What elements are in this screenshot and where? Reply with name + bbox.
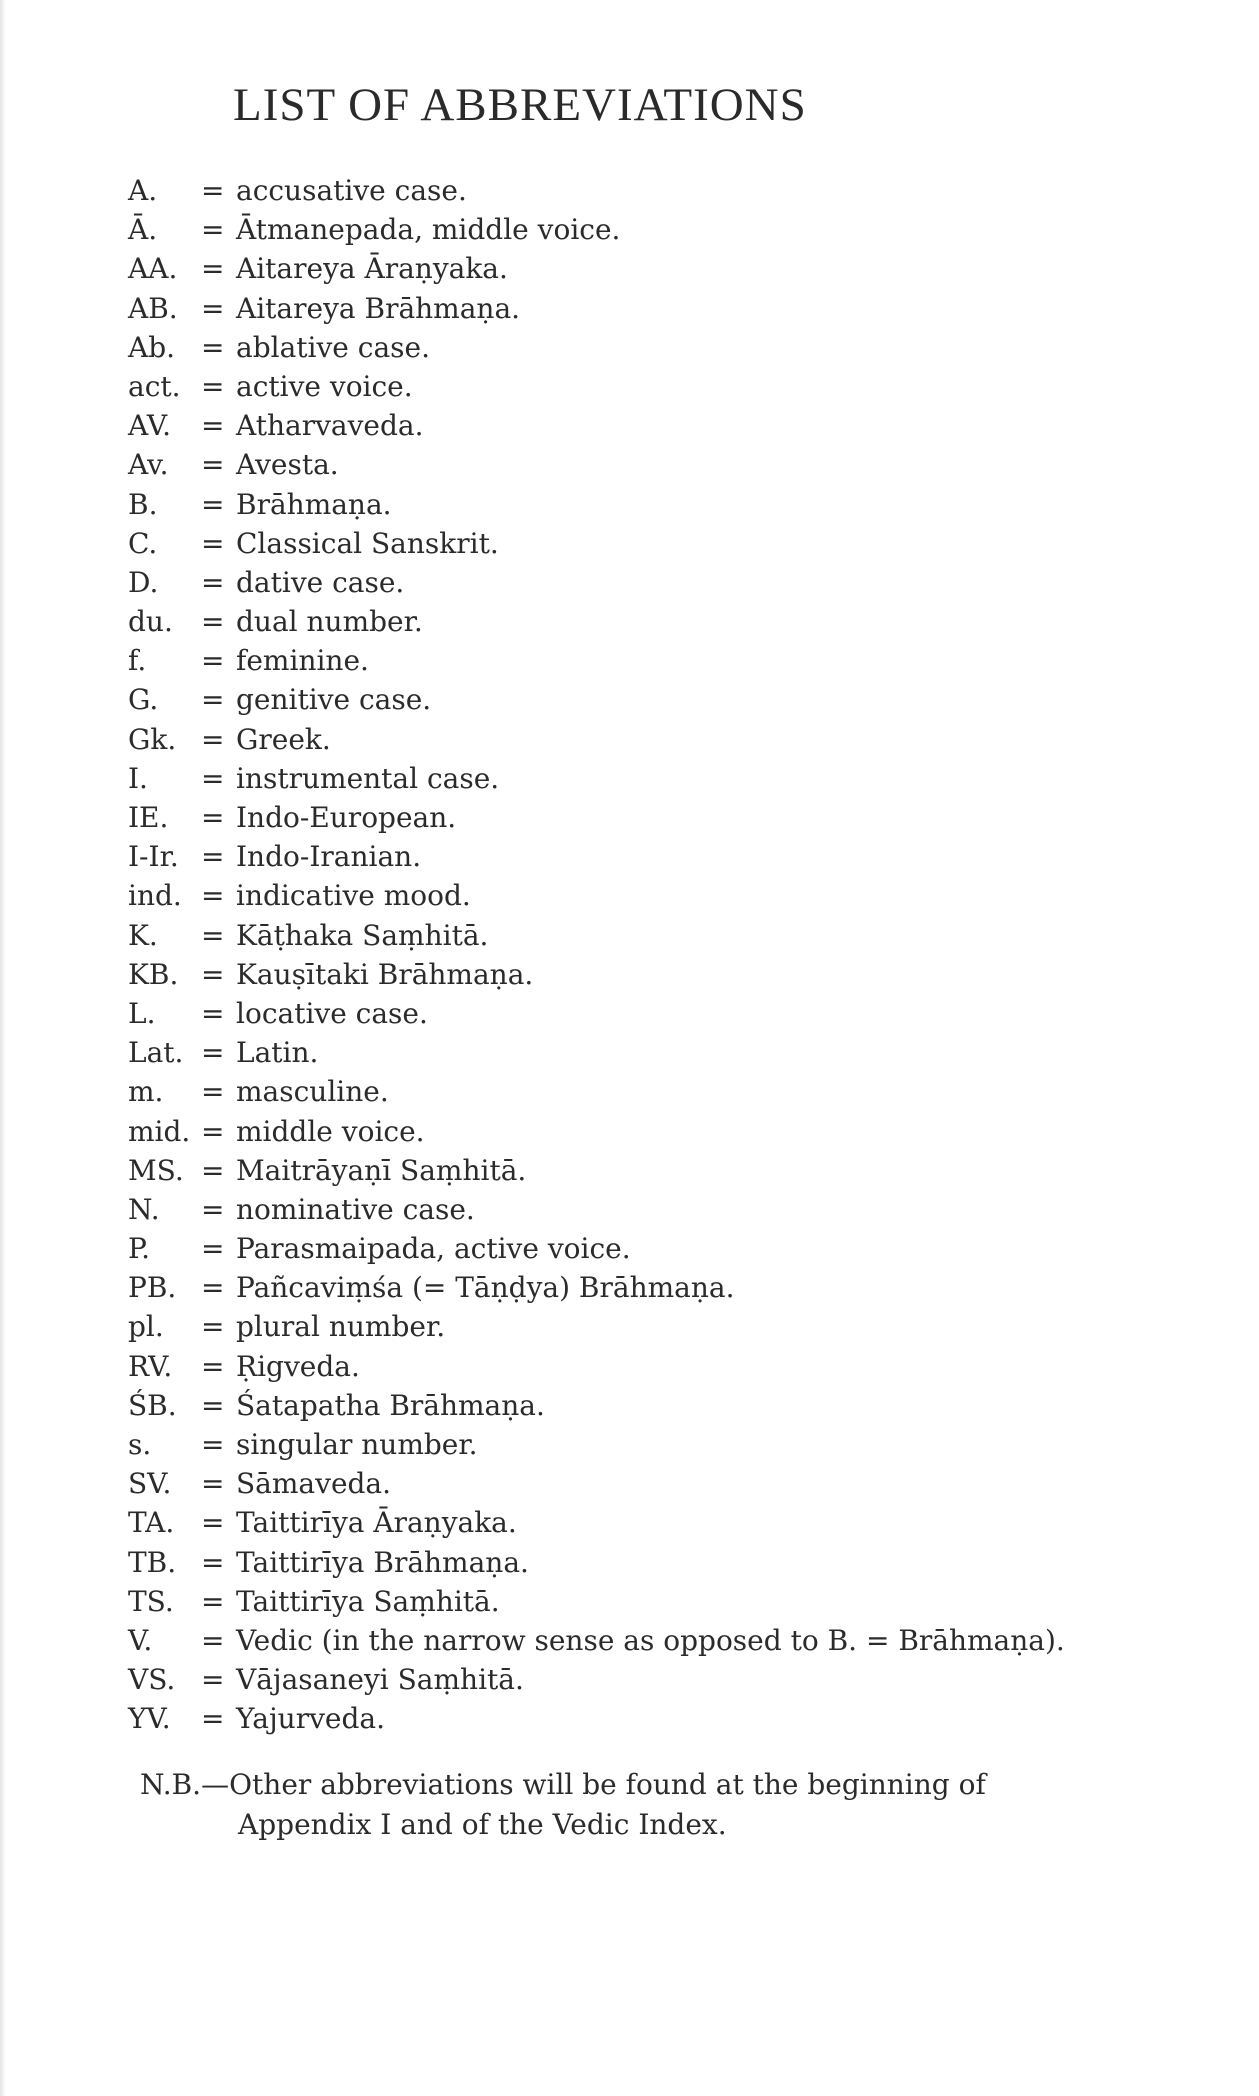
abbreviation-entry <box>128 644 1065 683</box>
abbreviation-term: AA. <box>128 252 178 286</box>
equals-sign: = <box>201 1702 225 1736</box>
abbreviation-entry <box>128 1350 1065 1389</box>
equals-sign: = <box>201 213 225 247</box>
abbreviation-entry <box>128 879 1065 918</box>
abbreviation-meaning: Aitareya Āraṇyaka. <box>236 252 508 286</box>
abbreviation-term: YV. <box>128 1702 171 1736</box>
abbreviation-meaning: Maitrāyaṇī Saṃhitā. <box>236 1153 527 1187</box>
equals-sign: = <box>201 918 225 952</box>
abbreviation-entry <box>128 683 1065 722</box>
abbreviation-meaning: Taittirīya Brāhmaṇa. <box>236 1545 529 1579</box>
abbreviation-meaning: dative case. <box>236 565 405 599</box>
equals-sign: = <box>201 1506 225 1540</box>
equals-sign: = <box>201 1310 225 1344</box>
abbreviation-meaning: accusative case. <box>236 174 467 207</box>
abbreviation-meaning: Aitareya Brāhmaṇa. <box>236 291 521 325</box>
abbreviation-term: VS. <box>128 1663 176 1697</box>
abbreviation-term: L. <box>128 996 156 1030</box>
abbreviation-entry <box>128 1506 1065 1545</box>
note-line-1: —Other abbreviations will be found at the beginning of <box>201 1768 986 1801</box>
abbreviation-term: SV. <box>128 1467 172 1501</box>
abbreviation-term: ŚB. <box>128 1388 177 1422</box>
equals-sign: = <box>201 1623 225 1657</box>
equals-sign: = <box>201 1349 225 1383</box>
equals-sign: = <box>201 1545 225 1579</box>
equals-sign: = <box>201 526 225 560</box>
abbreviation-term: f. <box>128 644 147 678</box>
abbreviation-meaning: Yajurveda. <box>236 1702 386 1736</box>
equals-sign: = <box>201 487 225 521</box>
abbreviation-term: TB. <box>128 1545 177 1579</box>
abbreviation-term: KB. <box>128 957 179 991</box>
abbreviation-meaning: Kauṣītaki Brāhmaṇa. <box>236 957 534 991</box>
abbreviation-term: s. <box>128 1428 152 1461</box>
abbreviation-entry <box>128 174 1065 213</box>
abbreviation-entry <box>128 1036 1065 1075</box>
abbreviation-entry <box>128 762 1065 801</box>
abbreviation-meaning: Avesta. <box>236 448 339 482</box>
abbreviation-entry <box>128 723 1065 762</box>
equals-sign: = <box>201 1584 225 1618</box>
abbreviation-entry <box>128 1428 1065 1467</box>
equals-sign: = <box>201 330 225 364</box>
abbreviation-entry <box>128 1467 1065 1506</box>
abbreviation-term: Lat. <box>128 1036 184 1070</box>
abbreviation-meaning: Latin. <box>236 1036 319 1070</box>
abbreviation-entry <box>128 840 1065 879</box>
abbreviation-term: mid. <box>128 1114 191 1148</box>
abbreviation-entry <box>128 1546 1065 1585</box>
equals-sign: = <box>201 1153 225 1187</box>
abbreviation-meaning: active voice. <box>236 369 413 403</box>
abbreviation-term: Ā. <box>128 213 158 247</box>
equals-sign: = <box>201 1663 225 1697</box>
abbreviation-entry <box>128 252 1065 291</box>
abbreviation-term: pl. <box>128 1310 164 1344</box>
abbreviation-meaning: Taittirīya Āraṇyaka. <box>236 1506 517 1540</box>
abbreviation-entry <box>128 1585 1065 1624</box>
abbreviation-entry <box>128 448 1065 487</box>
abbreviation-meaning: indicative mood. <box>236 879 471 913</box>
abbreviation-term: PB. <box>128 1271 177 1305</box>
abbreviation-meaning: Atharvaveda. <box>236 409 424 443</box>
abbreviation-term: act. <box>128 369 181 403</box>
abbreviation-entry <box>128 292 1065 331</box>
abbreviation-entry <box>128 919 1065 958</box>
equals-sign: = <box>201 1075 225 1109</box>
abbreviation-meaning: Sāmaveda. <box>236 1467 392 1501</box>
abbreviation-meaning: instrumental case. <box>236 761 500 795</box>
equals-sign: = <box>201 644 225 678</box>
abbreviation-entry <box>128 488 1065 527</box>
abbreviation-meaning: locative case. <box>236 996 428 1030</box>
abbreviation-meaning: Śatapatha Brāhmaṇa. <box>236 1388 545 1422</box>
abbreviation-term: A. <box>128 174 158 207</box>
abbreviation-term: K. <box>128 918 158 952</box>
abbreviation-term: m. <box>128 1075 164 1109</box>
abbreviation-entry <box>128 1702 1065 1741</box>
equals-sign: = <box>201 1114 225 1148</box>
abbreviation-meaning: nominative case. <box>236 1192 475 1226</box>
abbreviation-list <box>128 174 1065 1742</box>
equals-sign: = <box>201 879 225 913</box>
abbreviation-term: TA. <box>128 1506 175 1540</box>
abbreviation-entry <box>128 1624 1065 1663</box>
abbreviation-entry <box>128 1271 1065 1310</box>
abbreviation-entry <box>128 1389 1065 1428</box>
abbreviation-meaning: dual number. <box>236 605 423 639</box>
equals-sign: = <box>201 369 225 403</box>
abbreviation-term: IE. <box>128 801 169 834</box>
abbreviation-term: Ab. <box>128 330 176 364</box>
abbreviation-term: Gk. <box>128 722 177 756</box>
abbreviation-meaning: feminine. <box>236 644 369 678</box>
abbreviation-term: B. <box>128 487 158 521</box>
abbreviation-term: RV. <box>128 1349 173 1383</box>
equals-sign: = <box>201 1388 225 1422</box>
abbreviation-meaning: Greek. <box>236 722 331 756</box>
abbreviation-term: N. <box>128 1192 160 1226</box>
abbreviation-entry <box>128 1232 1065 1271</box>
abbreviation-meaning: Taittirīya Saṃhitā. <box>236 1584 500 1618</box>
equals-sign: = <box>201 683 225 717</box>
abbreviation-meaning: Parasmaipada, active voice. <box>236 1232 631 1266</box>
equals-sign: = <box>201 722 225 756</box>
abbreviation-meaning: singular number. <box>236 1428 478 1461</box>
abbreviation-term: V. <box>128 1623 153 1657</box>
abbreviation-entry <box>128 1663 1065 1702</box>
abbreviation-meaning: Indo-Iranian. <box>236 840 422 874</box>
scan-edge-shadow <box>0 0 6 2096</box>
abbreviation-term: AV. <box>128 409 172 443</box>
abbreviation-entry <box>128 566 1065 605</box>
equals-sign: = <box>201 252 225 286</box>
equals-sign: = <box>201 1271 225 1305</box>
abbreviation-term: MS. <box>128 1153 184 1187</box>
abbreviation-meaning: Brāhmaṇa. <box>236 487 392 521</box>
abbreviation-meaning: plural number. <box>236 1310 446 1344</box>
equals-sign: = <box>201 291 225 325</box>
abbreviation-meaning: Ṛigveda. <box>236 1349 360 1383</box>
equals-sign: = <box>201 565 225 599</box>
equals-sign: = <box>201 1036 225 1070</box>
equals-sign: = <box>201 957 225 991</box>
equals-sign: = <box>201 605 225 639</box>
abbreviation-term: ind. <box>128 879 182 913</box>
equals-sign: = <box>201 1467 225 1501</box>
abbreviation-meaning: Vedic (in the narrow sense as opposed to B. = Brāhmaṇa). <box>236 1623 1065 1657</box>
equals-sign: = <box>201 1192 225 1226</box>
abbreviation-entry <box>128 1310 1065 1349</box>
equals-sign: = <box>201 1232 225 1266</box>
abbreviation-term: du. <box>128 605 173 639</box>
abbreviation-meaning: Classical Sanskrit. <box>236 526 499 560</box>
equals-sign: = <box>201 761 225 795</box>
note-label: N.B. <box>140 1768 202 1801</box>
note-line-2: Appendix I and of the Vedic Index. <box>238 1808 727 1841</box>
abbreviation-entry <box>128 213 1065 252</box>
equals-sign: = <box>201 996 225 1030</box>
page-title: LIST OF ABBREVIATIONS <box>233 79 807 131</box>
abbreviation-meaning: Vājasaneyi Saṃhitā. <box>236 1663 524 1697</box>
abbreviation-term: AB. <box>128 291 178 325</box>
abbreviation-entry <box>128 331 1065 370</box>
abbreviation-term: G. <box>128 683 159 717</box>
abbreviation-entry <box>128 409 1065 448</box>
abbreviation-term: C. <box>128 526 158 560</box>
abbreviation-entry <box>128 1193 1065 1232</box>
abbreviation-entry <box>128 1075 1065 1114</box>
abbreviation-entry <box>128 527 1065 566</box>
abbreviation-entry <box>128 997 1065 1036</box>
abbreviation-entry <box>128 605 1065 644</box>
abbreviation-meaning: Pañcaviṃśa (= Tāṇḍya) Brāhmaṇa. <box>236 1271 735 1305</box>
abbreviation-entry <box>128 801 1065 840</box>
abbreviation-term: Av. <box>128 448 169 482</box>
equals-sign: = <box>201 448 225 482</box>
equals-sign: = <box>201 801 225 834</box>
abbreviation-entry <box>128 1154 1065 1193</box>
abbreviation-term: D. <box>128 565 159 599</box>
abbreviation-entry <box>128 1115 1065 1154</box>
footnote <box>140 1765 1120 1845</box>
abbreviation-term: P. <box>128 1232 151 1266</box>
equals-sign: = <box>201 174 225 207</box>
abbreviation-entry <box>128 958 1065 997</box>
equals-sign: = <box>201 1428 225 1461</box>
abbreviation-term: TS. <box>128 1584 174 1618</box>
abbreviation-meaning: middle voice. <box>236 1114 425 1148</box>
abbreviation-meaning: Kāṭhaka Saṃhitā. <box>236 918 489 952</box>
abbreviation-meaning: ablative case. <box>236 330 430 364</box>
abbreviation-term: I. <box>128 761 148 795</box>
equals-sign: = <box>201 840 225 874</box>
abbreviation-entry <box>128 370 1065 409</box>
equals-sign: = <box>201 409 225 443</box>
abbreviation-meaning: genitive case. <box>236 683 432 717</box>
abbreviation-meaning: Ātmanepada, middle voice. <box>236 213 621 247</box>
abbreviation-term: I-Ir. <box>128 840 179 874</box>
abbreviation-meaning: Indo-European. <box>236 801 457 834</box>
abbreviation-meaning: masculine. <box>236 1075 389 1109</box>
